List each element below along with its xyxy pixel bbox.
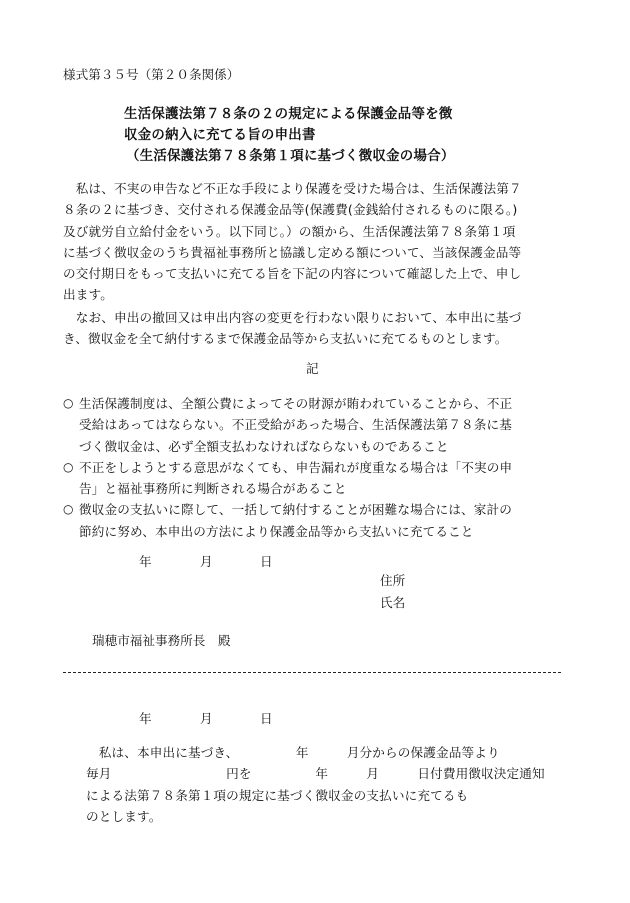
list-item	[63, 393, 563, 457]
declaration-line: 私は、不実の申告など不正な手段により保護を受けた場合は、生活保護法第７	[63, 181, 522, 196]
declaration-paragraph-2	[63, 307, 563, 350]
document-title-line-2: 収金の納入に充てる旨の申出書	[124, 128, 316, 143]
declaration-line: に基づく徴収金のうち貴福祉事務所と協議し定める額について、当該保護金品等	[63, 244, 522, 260]
item-line: 不正をしようとする意思がなくても、申告漏れが度重なる場合は「不実の申	[79, 459, 513, 475]
declaration-line: 出ます。	[63, 287, 113, 303]
item-line: 告」と福祉事務所に判断される場合があること	[79, 481, 347, 497]
item-line: 徴収金の支払いに際して、一括して納付することが困難な場合には、家計の	[79, 502, 513, 518]
decision-line: 毎月 円を 年 月 日付費用徴収決定通知	[86, 766, 545, 782]
name-label: 氏名	[380, 595, 406, 610]
note-heading: 記	[306, 361, 319, 376]
address-label: 住所	[380, 573, 406, 588]
list-item	[63, 457, 563, 500]
decision-month-label: 月	[200, 711, 213, 726]
circle-bullet-icon: ○	[63, 396, 74, 410]
declaration-line: の交付期日をもって支払いに充てる旨を下記の内容について確認した上で、申し	[63, 266, 522, 282]
signature-day-label: 日	[260, 554, 273, 569]
signature-year-label: 年	[139, 554, 152, 569]
item-line: づく徴収金は、必ず全額支払わなければならないものであること	[79, 438, 449, 454]
addressee: 瑞穂市福祉事務所長 殿	[92, 633, 231, 648]
document-title-line-1: 生活保護法第７８条の２の規定による保護金品等を徴	[124, 107, 453, 122]
item-line: 受給はあってはならない。不正受給があった場合、生活保護法第７８条に基	[79, 417, 513, 433]
circle-bullet-icon: ○	[63, 502, 74, 517]
declaration-line: なお、申出の撤回又は申出内容の変更を行わない限りにおいて、本申出に基づ	[63, 310, 522, 325]
declaration-line: 及び就労自立給付金をいう。以下同じ。）の額から、生活保護法第７８条第１項	[63, 223, 516, 239]
declaration-line: き、徴収金を全て納付するまで保護金品等から支払いに充てるものとします。	[63, 331, 508, 347]
item-line: 生活保護制度は、全額公費によってその財源が賄われていることから、不正	[79, 396, 513, 411]
payment-decision-text	[86, 742, 566, 827]
decision-year-label: 年	[139, 711, 152, 726]
form-number: 様式第３５号（第２０条関係）	[63, 67, 240, 82]
decision-day-label: 日	[260, 711, 273, 726]
confirmation-items-list	[63, 393, 563, 542]
signature-month-label: 月	[200, 554, 213, 569]
cut-line-divider	[63, 672, 561, 673]
document-subtitle: （生活保護法第７８条第１項に基づく徴収金の場合）	[126, 149, 455, 164]
declaration-paragraph-1	[63, 178, 563, 306]
decision-line: のとします。	[86, 808, 162, 824]
decision-line: 私は、本申出に基づき、 年 月分からの保護金品等より	[86, 745, 500, 760]
list-item	[63, 499, 563, 542]
decision-line: による法第７８条第１項の規定に基づく徴収金の支払いに充てるも	[86, 787, 469, 803]
item-line: 節約に努め、本申出の方法により保護金品等から支払いに充てること	[79, 523, 474, 539]
circle-bullet-icon: ○	[63, 459, 74, 474]
declaration-line: ８条の２に基づき、交付される保護金品等(保護費(金銭給付されるものに限る。)	[63, 202, 518, 218]
